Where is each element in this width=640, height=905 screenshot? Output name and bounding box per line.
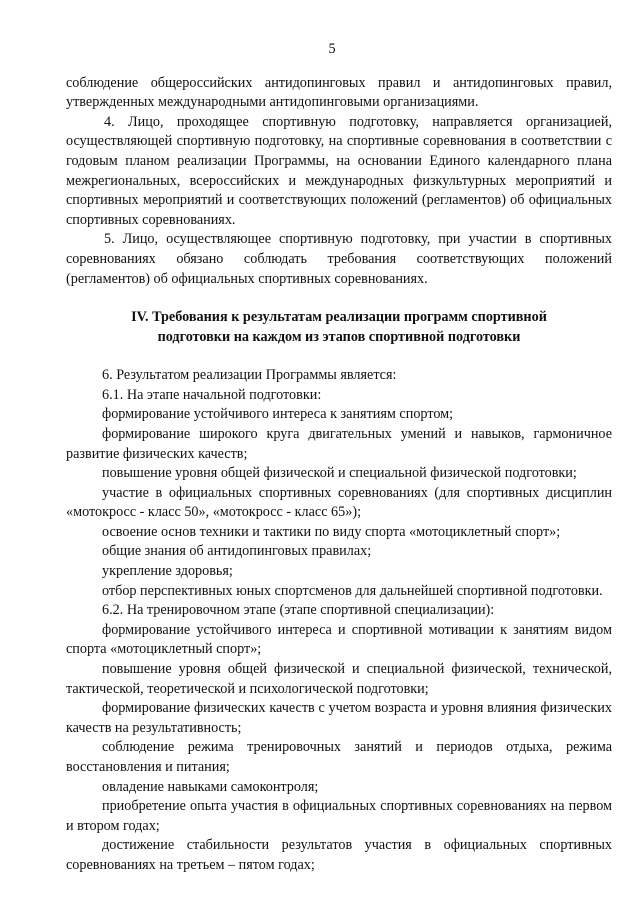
list-item: освоение основ техники и тактики по виду спорта «мотоциклетный спорт»; xyxy=(102,523,561,540)
list-item: достижение стабильности результатов участия в официальных спортивных соревнованиях на третьем – пятом годах; xyxy=(66,837,612,873)
paragraph: 6. Результатом реализации Программы является: xyxy=(102,367,397,384)
list-item: повышение уровня общей физической и специальной физической подготовки; xyxy=(102,465,577,482)
list-item: общие знания об антидопинговых правилах; xyxy=(102,543,372,560)
section-heading-line: IV. Требования к результатам реализации программ спортивной xyxy=(131,309,547,326)
section-heading-line: подготовки на каждом из этапов спортивной подготовки xyxy=(157,329,521,346)
paragraph: 5. Лицо, осуществляющее спортивную подготовку, при участии в спортивных соревнованиях обязано соблюдать требования соответствующих положений (регламентов) об официальных спортивных соревнованиях. xyxy=(66,231,612,287)
section-heading xyxy=(66,307,612,347)
list-item: формирование физических качеств с учетом возраста и уровня влияния физических качеств на результативность; xyxy=(66,700,612,736)
list-item: соблюдение режима тренировочных занятий и периодов отдыха, режима восстановления и питания; xyxy=(66,739,612,775)
paragraph: 6.2. На тренировочном этапе (этапе спортивной специализации): xyxy=(102,602,495,619)
document-page xyxy=(66,40,612,876)
list-item: участие в официальных спортивных соревнованиях (для спортивных дисциплин «мотокросс - класс 50», «мотокросс - класс 65»); xyxy=(66,484,612,521)
list-item: отбор перспективных юных спортсменов для дальнейшей спортивной подготовки. xyxy=(102,582,603,599)
list-item: формирование широкого круга двигательных умений и навыков, гармоничное развитие физических качеств; xyxy=(66,425,612,462)
list-item: формирование устойчивого интереса к занятиям спортом; xyxy=(102,406,454,423)
paragraph: 6.1. На этапе начальной подготовки: xyxy=(102,386,322,403)
list-item: овладение навыками самоконтроля; xyxy=(102,778,319,795)
paragraph: 4. Лицо, проходящее спортивную подготовку, направляется организацией, осуществляющей спортивную подготовку, на спортивные соревнования в соответствии с годовым планом реализации Программы, на основании Единого календарного плана межрегиональных, всероссийских и международных физкультурных мероприятий и спортивных мероприятий и соответствующих положений (регламентов) об официальных спортивных соревнованиях. xyxy=(66,113,612,228)
page-number: 5 xyxy=(328,41,336,57)
list-item: укрепление здоровья; xyxy=(102,563,233,580)
paragraph: соблюдение общероссийских антидопинговых правил и антидопинговых правил, утвержденных международными антидопинговыми организациями. xyxy=(66,74,612,111)
list-item: приобретение опыта участия в официальных спортивных соревнованиях на первом и втором годах; xyxy=(66,798,612,834)
list-item: повышение уровня общей физической и специальной физической, технической, тактической, теоретической и психологической подготовки; xyxy=(66,661,612,697)
list-item: формирование устойчивого интереса и спортивной мотивации к занятиям видом спорта «мотоциклетный спорт»; xyxy=(66,621,612,658)
